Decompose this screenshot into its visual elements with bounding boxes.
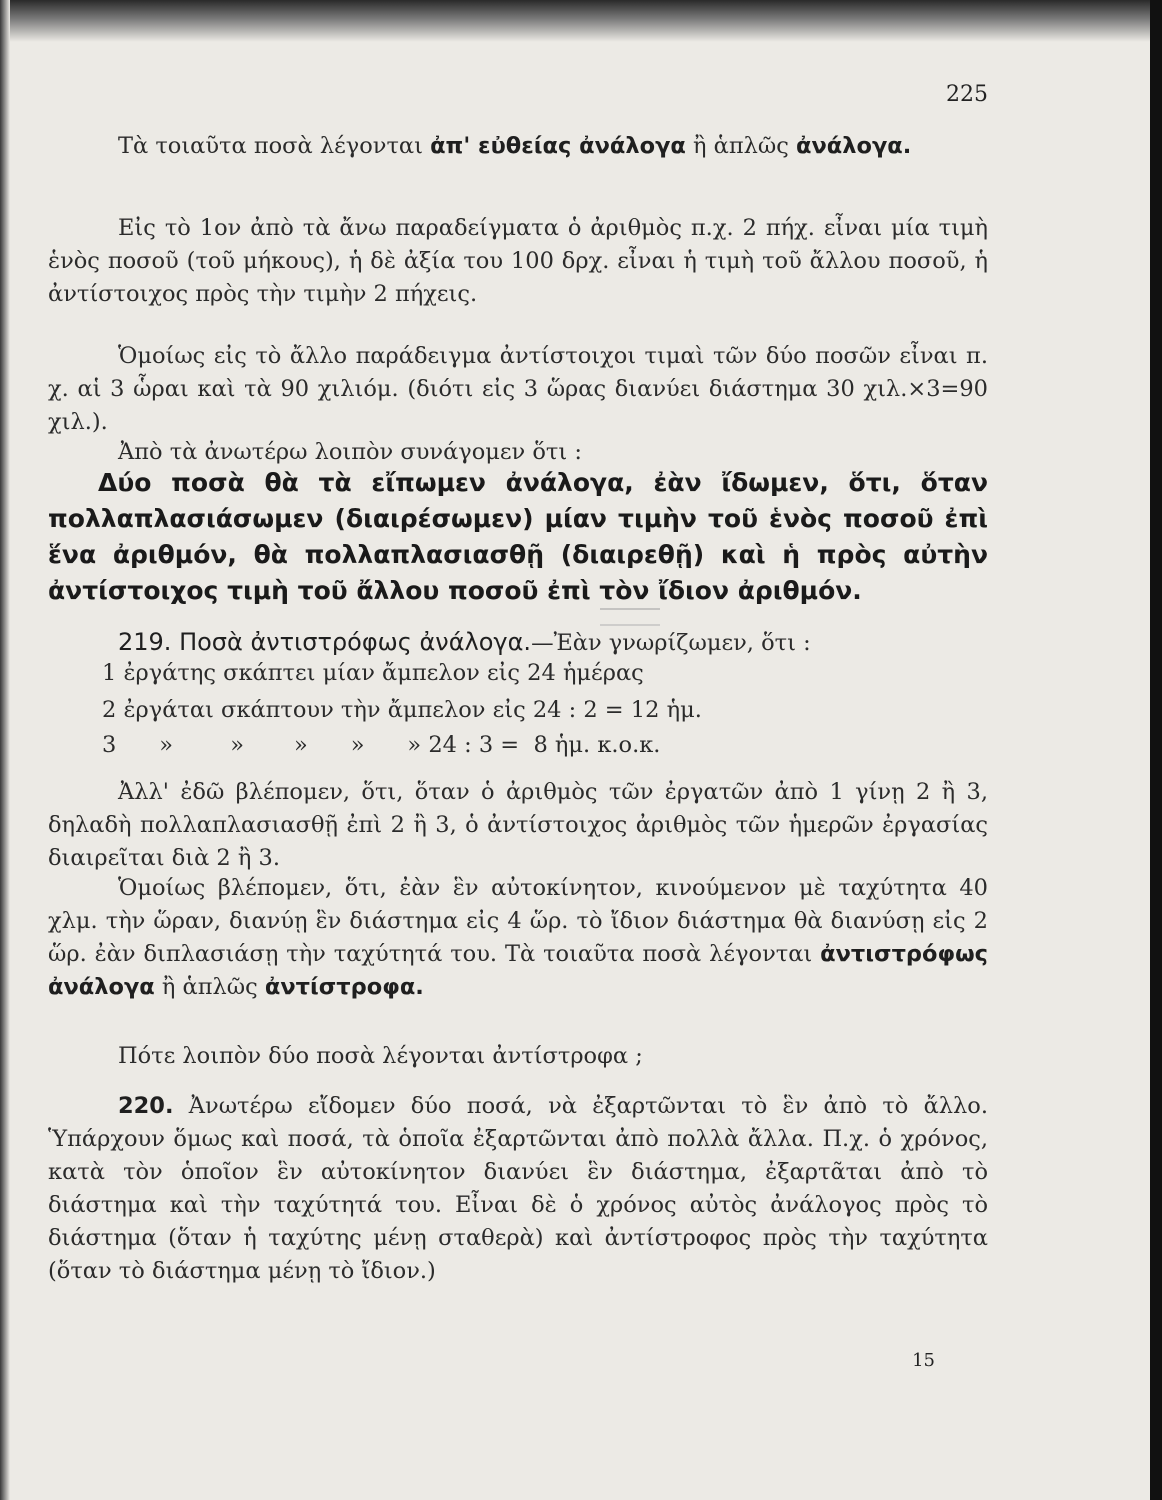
- term-bold: ἀντίστροφα.: [264, 974, 424, 1000]
- example-row: 1 ἐργάτης σκάπτει μίαν ἄμπελον εἰς 24 ἡμέρας: [102, 660, 644, 686]
- scan-shadow-left: [0, 0, 10, 1500]
- term-bold: ἀνάλογα.: [796, 133, 912, 159]
- example-row: 2 ἐργάται σκάπτουν τὴν ἄμπελον εἰς 24 : 2 = 12 ἡμ.: [102, 697, 702, 723]
- paragraph-inverse-explanation: Ἀλλ' ἐδῶ βλέπομεν, ὅτι, ὅταν ὁ ἀριθμὸς τῶν ἐργατῶν ἀπὸ 1 γίνῃ 2 ἢ 3, δηλαδὴ πολλαπλασιασθῇ ἐπὶ 2 ἢ 3, ὁ ἀντίστοιχος ἀριθμὸς τῶν ἡμερῶν ἐργασίας διαιρεῖται διὰ 2 ἢ 3.: [48, 779, 988, 871]
- text: ἢ ἁπλῶς: [154, 974, 265, 1000]
- scan-edge-right: [1150, 0, 1162, 1500]
- question: Πότε λοιπὸν δύο ποσὰ λέγονται ἀντίστροφα ;: [118, 1043, 643, 1069]
- page-number: 225: [946, 82, 988, 107]
- section-220: [48, 1090, 988, 1288]
- text: Ὁμοίως βλέπομεν, ὅτι, ἐὰν ἓν αὐτοκίνητον, κινούμενον μὲ ταχύτητα 40 χλμ. τὴν ὥραν, διανύῃ ἓν διάστημα εἰς 4 ὥρ. τὸ ἴδιον διάστημα θὰ διανύσῃ εἰς 2 ὥρ. ἐὰν διπλασιάσῃ τὴν ταχύτητά του. Τὰ τοιαῦτα ποσὰ λέγονται: [48, 875, 988, 967]
- paragraph-definition-direct: [48, 130, 988, 163]
- term-bold: ἀντιστρόφως ἀνάλογα: [48, 941, 988, 1000]
- rule-statement: Δύο ποσὰ θὰ τὰ εἴπωμεν ἀνάλογα, ἐὰν ἴδωμεν, ὅτι, ὅταν πολλαπλασιάσωμεν (διαιρέσωμεν) μίαν τιμὴν τοῦ ἑνὸς ποσοῦ ἐπὶ ἕνα ἀριθμόν, θὰ πολλαπλασιασθῇ (διαιρεθῇ) καὶ ἡ πρὸς αὐτὴν ἀντίστοιχος τιμὴ τοῦ ἄλλου ποσοῦ ἐπὶ τὸν ἴδιον ἀριθμόν.: [48, 468, 988, 605]
- paragraph-example-2: Ὁμοίως εἰς τὸ ἄλλο παράδειγμα ἀντίστοιχοι τιμαὶ τῶν δύο ποσῶν εἶναι π. χ. αἱ 3 ὧραι καὶ τὰ 90 χιλιόμ. (διότι εἰς 3 ὥρας διανύει διάστημα 30 χιλ.×3=90 χιλ.).: [48, 343, 988, 435]
- section-text: Ἀνωτέρω εἴδομεν δύο ποσά, νὰ ἐξαρτῶνται τὸ ἓν ἀπὸ τὸ ἄλλο. Ὑπάρχουν ὅμως καὶ ποσά, τὰ ὁποῖα ἐξαρτῶνται ἀπὸ πολλὰ ἄλλα. Π.χ. ὁ χρόνος, κατὰ τὸν ὁποῖον ἓν αὐτοκίνητον διανύει ἓν διάστημα, ἐξαρτᾶται ἀπὸ τὸ διάστημα καὶ τὴν ταχύτητά του. Εἶναι δὲ ὁ χρόνος αὐτὸς ἀνάλογος πρὸς τὸ διάστημα (ὅταν ἡ ταχύτης μένῃ σταθερὰ) καὶ ἀντίστροφος πρὸς τὴν ταχύτητα (ὅταν τὸ διάστημα μένῃ τὸ ἴδιον.): [48, 1093, 988, 1284]
- example-row: 3 » » » » » 24 : 3 = 8 ἡμ. κ.ο.κ.: [102, 732, 661, 758]
- paragraph-definition-inverse: [48, 872, 988, 1004]
- scan-shadow-top: [0, 0, 1150, 42]
- section-number: 220.: [118, 1093, 174, 1119]
- section-heading: 219. Ποσὰ ἀντιστρόφως ἀνάλογα.: [118, 628, 532, 656]
- section-text: —Ἐὰν γνωρίζωμεν, ὅτι :: [531, 630, 811, 656]
- text: ἢ ἁπλῶς: [685, 133, 797, 159]
- paragraph-conclusion-intro: Ἀπὸ τὰ ἀνωτέρω λοιπὸν συνάγομεν ὅτι :: [118, 439, 582, 465]
- section-219: [48, 626, 988, 660]
- faint-mark: [600, 608, 660, 626]
- text: Τὰ τοιαῦτα ποσὰ λέγονται: [118, 133, 431, 159]
- term-bold: ἀπ' εὐθείας ἀνάλογα: [430, 133, 686, 159]
- paragraph-example-1: Εἰς τὸ 1ον ἀπὸ τὰ ἄνω παραδείγματα ὁ ἀριθμὸς π.χ. 2 πήχ. εἶναι μία τιμὴ ἑνὸς ποσοῦ (τοῦ μήκους), ἡ δὲ ἀξία του 100 δρχ. εἶναι ἡ τιμὴ τοῦ ἄλλου ποσοῦ, ἡ ἀντίστοιχος πρὸς τὴν τιμὴν 2 πήχεις.: [48, 215, 988, 307]
- signature-number: 15: [912, 1350, 935, 1371]
